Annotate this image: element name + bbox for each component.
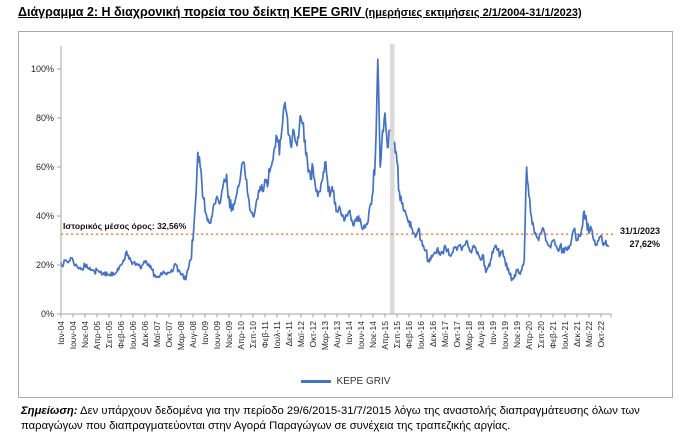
y-axis-tick-label: 40% (35, 211, 54, 222)
x-axis-tick-label: Ιουλ-21 (560, 321, 570, 350)
footnote-text: Δεν υπάρχουν δεδομένα για την περίοδο 29/6/2015-31/7/2015 λόγω της αναστολής διαπραγμάτευσης όλων των παραγώγων που διαπραγματεύονται στην Αγορά Παραγώγων σε συνέχεια της τραπεζικής αργίας. (21, 405, 640, 432)
x-axis-tick-label: Δεκ-06 (140, 321, 150, 348)
x-axis-tick-label: Νοε-14 (368, 321, 378, 348)
x-axis-tick-label: Απρ-20 (524, 321, 534, 350)
kepe-griv-series-line (61, 59, 608, 280)
x-axis-tick-label: Αυγ-08 (188, 321, 198, 348)
footnote (21, 404, 669, 433)
x-axis-tick-label: Νοε-04 (80, 321, 90, 348)
x-axis-tick-label: Ιαν-09 (200, 321, 210, 345)
footnote-label: Σημείωση: (21, 405, 78, 417)
x-axis-tick-label: Μαρ-13 (320, 321, 330, 351)
latest-date-label: 31/1/2023 (619, 226, 660, 236)
x-axis-tick-label: Απρ-15 (380, 321, 390, 350)
x-axis-tick-label: Μαρ-08 (176, 321, 186, 351)
x-axis-tick-label: Οκτ-12 (308, 321, 318, 348)
x-axis-tick-label: Ιουλ-11 (272, 321, 282, 349)
y-axis-tick-label: 100% (30, 64, 54, 75)
x-axis-tick-label: Ιαν-19 (488, 321, 498, 345)
legend (19, 376, 672, 387)
x-axis-tick-label: Νοε-19 (512, 321, 522, 348)
x-axis-tick-label: Ιουν-09 (212, 321, 222, 350)
x-axis-tick-label: Φεβ-11 (260, 321, 270, 349)
y-axis-tick-label: 20% (35, 260, 54, 271)
x-axis-tick-label: Φεβ-06 (116, 321, 126, 349)
chart-title (18, 5, 582, 19)
x-axis-tick-label: Αυγ-18 (476, 321, 486, 348)
latest-value-annotation (620, 225, 660, 251)
x-axis-tick-label: Απρ-10 (236, 321, 246, 350)
x-axis-tick-label: Δεκ-11 (284, 321, 294, 347)
x-axis-tick-label: Νοε-09 (224, 321, 234, 348)
y-axis-tick-label: 80% (35, 113, 54, 124)
x-axis-tick-label: Σεπ-05 (104, 321, 114, 349)
x-axis-tick-label: Μαϊ-17 (440, 321, 450, 348)
x-axis-tick-label: Ιουλ-06 (128, 321, 138, 350)
x-axis-tick-label: Ιαν-14 (344, 321, 354, 345)
x-axis-tick-label: Φεβ-21 (548, 321, 558, 349)
x-axis-tick-label: Δεκ-16 (428, 321, 438, 348)
x-axis-tick-label: Δεκ-21 (572, 321, 582, 348)
x-axis-tick-label: Ιουν-14 (356, 321, 366, 350)
x-axis-tick-label: Ιουν-04 (68, 321, 78, 350)
y-axis-tick-label: 60% (35, 162, 54, 173)
y-axis-tick-label: 0% (40, 309, 54, 320)
x-axis-tick-label: Ιαν-04 (56, 321, 66, 345)
x-axis-tick-label: Αυγ-13 (332, 321, 342, 348)
x-axis-tick-label: Οκτ-22 (596, 321, 606, 348)
x-axis-tick-label: Σεπ-10 (248, 321, 258, 349)
x-axis-tick-label: Μαρ-18 (464, 321, 474, 351)
legend-series-label: KEPE GRIV (336, 376, 391, 387)
latest-value-label: 27,62% (629, 239, 660, 249)
x-axis-tick-label: Μαϊ-07 (152, 321, 162, 348)
x-axis-tick-label: Μαϊ-12 (296, 321, 306, 348)
line-chart-canvas (19, 32, 674, 399)
chart-title-main: Διάγραμμα 2: Η διαχρονική πορεία του δείκτη KEPE GRIV (18, 5, 362, 19)
historical-average-annotation: Ιστορικός μέσος όρος: 32,56% (63, 221, 187, 231)
plot-area (18, 31, 673, 398)
legend-line-swatch (301, 380, 331, 382)
x-axis-tick-label: Ιουν-19 (500, 321, 510, 350)
x-axis-tick-label: Απρ-05 (92, 321, 102, 350)
chart-title-subtitle: (ημερήσιες εκτιμήσεις 2/1/2004-31/1/2023) (364, 7, 582, 19)
x-axis-tick-label: Οκτ-07 (164, 321, 174, 348)
x-axis-tick-label: Ιουλ-16 (416, 321, 426, 350)
x-axis-tick-label: Σεπ-20 (536, 321, 546, 349)
x-axis-tick-label: Οκτ-17 (452, 321, 462, 348)
x-axis-tick-label: Σεπ-15 (392, 321, 402, 349)
x-axis-tick-label: Φεβ-16 (404, 321, 414, 349)
x-axis-tick-label: Μαϊ-22 (584, 321, 594, 348)
no-data-gap-band (390, 44, 395, 314)
